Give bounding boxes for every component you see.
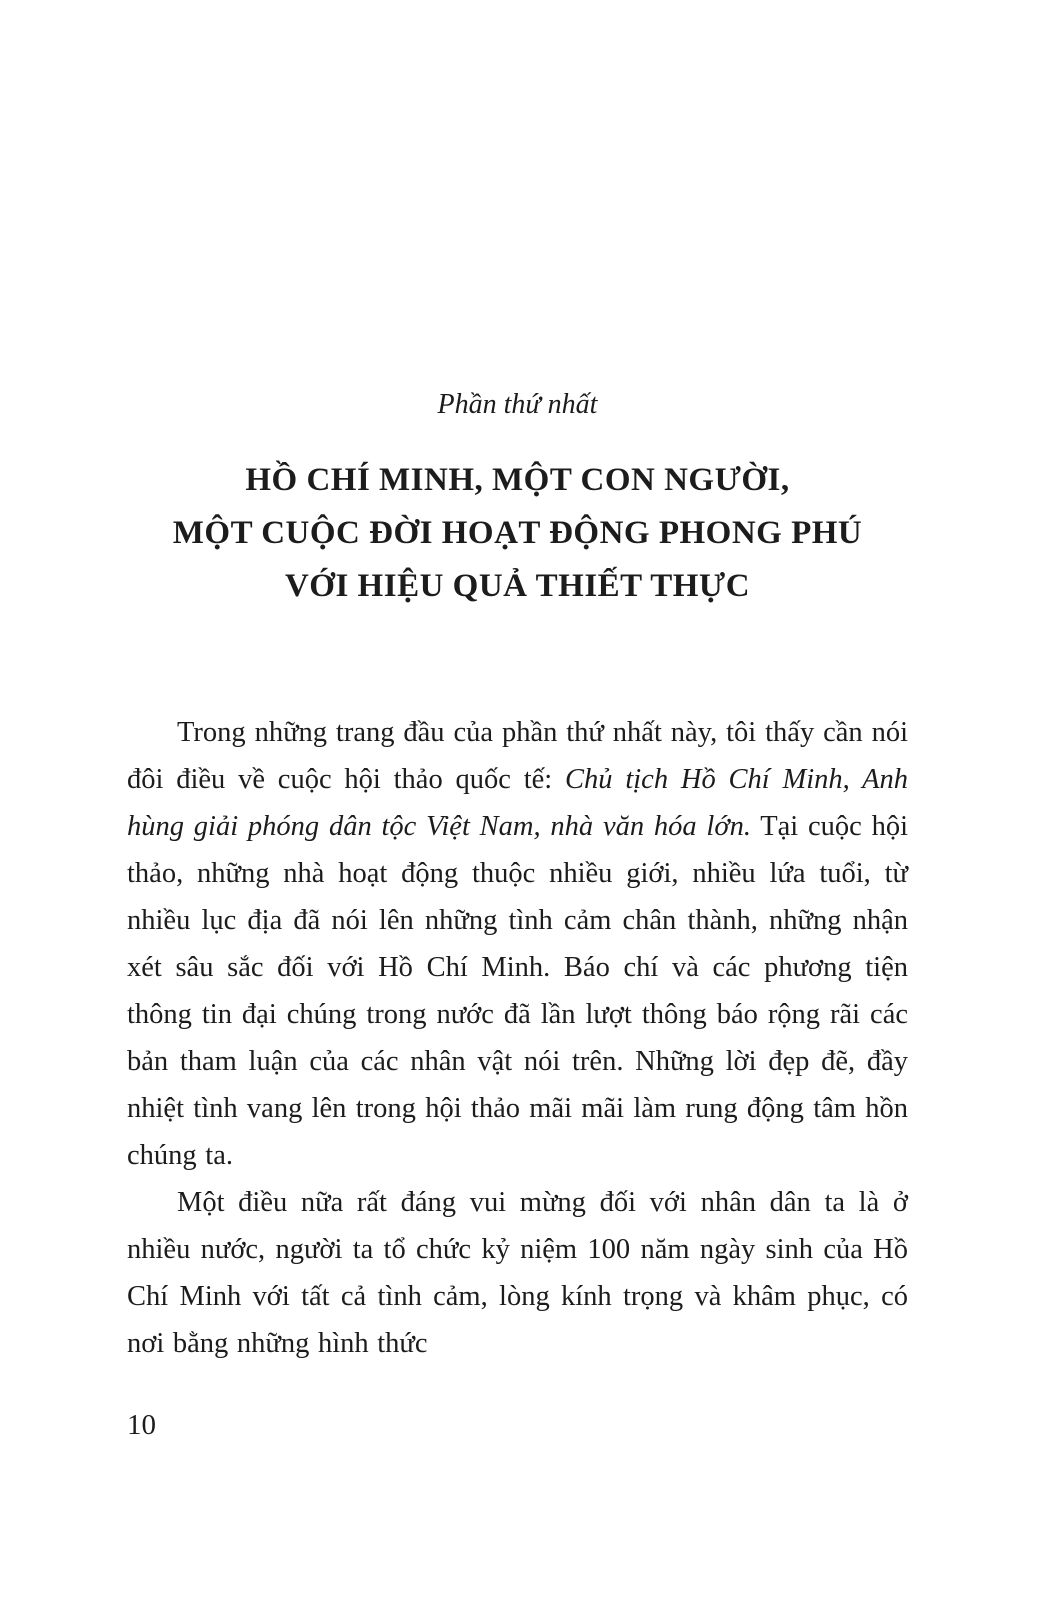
body-text — [127, 709, 908, 1367]
paragraph-1 — [127, 709, 908, 1179]
paragraph-2: Một điều nữa rất đáng vui mừng đối với nhân dân ta là ở nhiều nước, người ta tổ chức kỷ niệm 100 năm ngày sinh của Hồ Chí Minh với tất cả tình cảm, lòng kính trọng và khâm phục, có nơi bằng những hình thức — [127, 1187, 908, 1359]
paragraph-1-italic-title: Chủ tịch Hồ Chí Minh, Anh hùng giải phóng dân tộc Việt Nam, nhà văn hóa lớn. — [127, 764, 909, 842]
section-label: Phần thứ nhất — [437, 389, 598, 420]
chapter-title-line-3: VỚI HIỆU QUẢ THIẾT THỰC — [284, 568, 751, 604]
chapter-title-line-1: HỒ CHÍ MINH, MỘT CON NGƯỜI, — [245, 462, 790, 498]
paragraph-1-text-end: Tại cuộc hội thảo, những nhà hoạt động thuộc nhiều giới, nhiều lứa tuổi, từ nhiều lục địa đã nói lên những tình cảm chân thành, những nhận xét sâu sắc đối với Hồ Chí Minh. Báo chí và các phương tiện thông tin đại chúng trong nước đã lần lượt thông báo rộng rãi các bản tham luận của các nhân vật nói trên. Những lời đẹp đẽ, đầy nhiệt tình vang lên trong hội thảo mãi mãi làm rung động tâm hồn chúng ta. — [127, 811, 908, 1171]
chapter-title — [127, 454, 908, 613]
page-number: 10 — [127, 1409, 156, 1441]
chapter-title-line-2: MỘT CUỘC ĐỜI HOẠT ĐỘNG PHONG PHÚ — [172, 515, 863, 551]
paragraph-1-text-start: Trong những trang đầu của phần thứ nhất này, tôi thấy cần nói đôi điều về cuộc hội thảo quốc tế: — [127, 717, 908, 795]
